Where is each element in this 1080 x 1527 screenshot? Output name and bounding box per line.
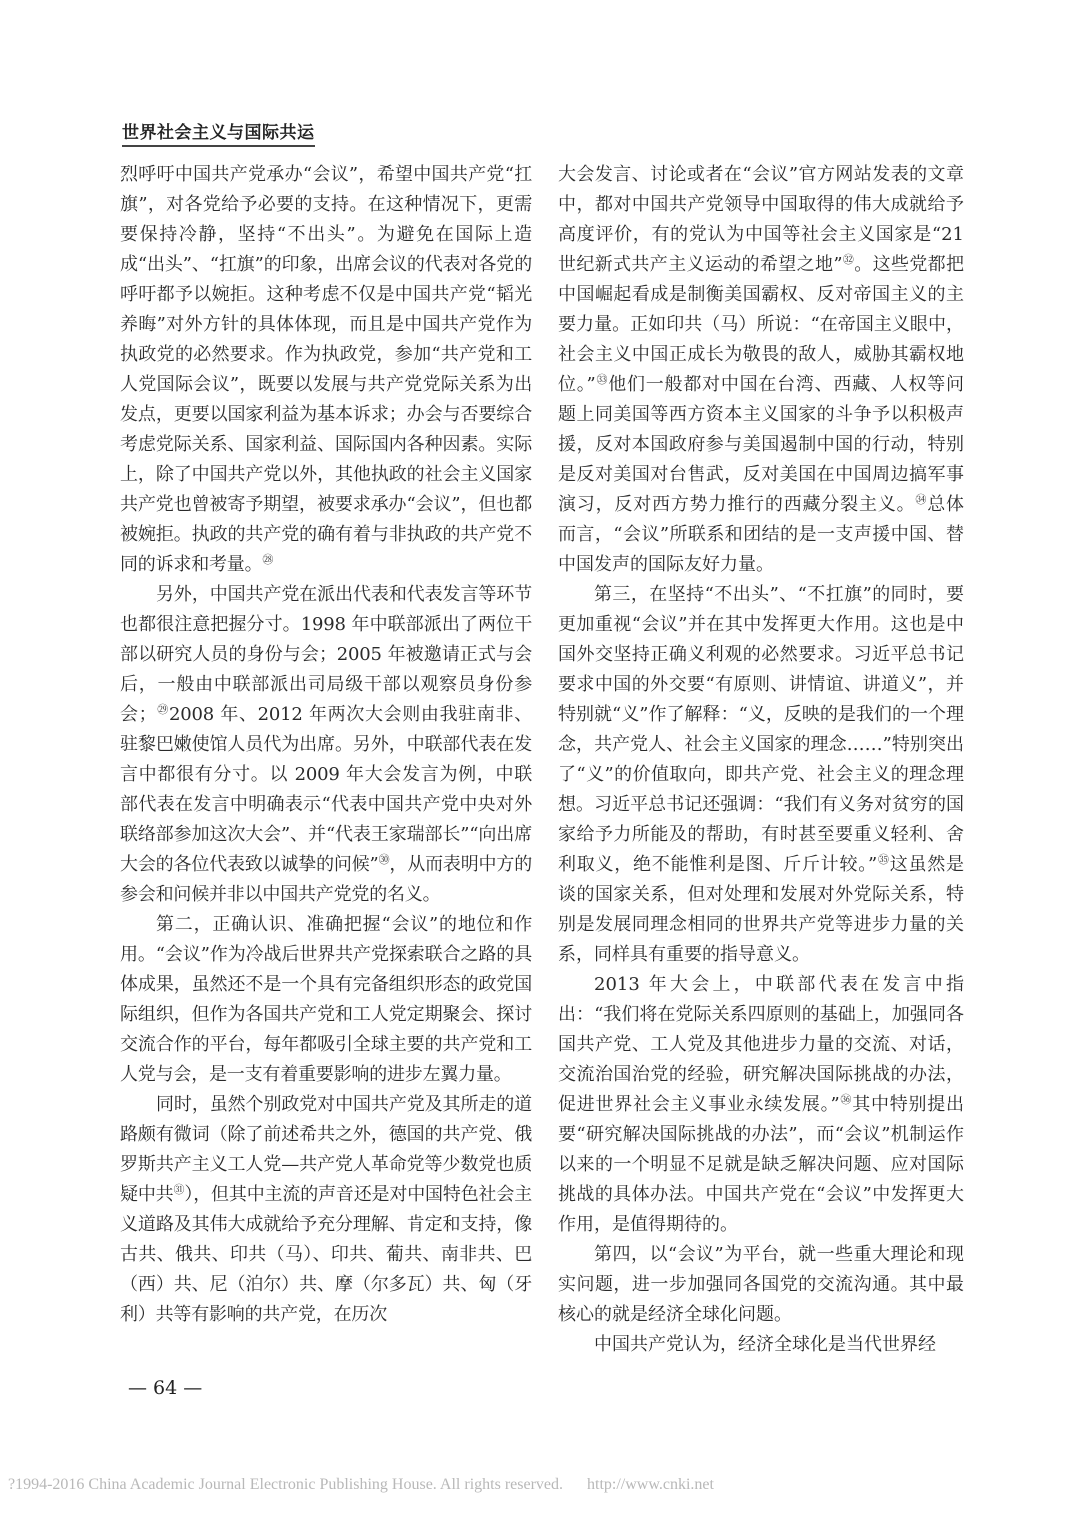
paragraph-text: 2013 年大会上，中联部代表在发言中指出：“我们将在党际关系四原则的基础上，加强同各国共产党、工人党及其他进步力量的交流、对话，交流治国治党的经验，研究解决国际挑战的办法，促进世界社会主义事业永续发展。” [558, 974, 964, 1115]
paragraph [558, 160, 964, 580]
paragraph [120, 910, 532, 1090]
footer-copyright: ?1994-2016 China Academic Journal Electronic Publishing House. All rights reserved. [8, 1476, 563, 1493]
footnote-marker[interactable]: ㉜ [842, 253, 855, 266]
footnote-marker[interactable]: ㉛ [173, 1183, 185, 1196]
paragraph-text: 大会发言、讨论或者在“会议”官方网站发表的文章中，都对中国共产党领导中国取得的伟大成就给予高度评价，有的党认为中国等社会主义国家是“21 世纪新式共产主义运动的希望之地” [558, 164, 964, 275]
paragraph-text: 烈呼吁中国共产党承办“会议”，希望中国共产党“扛旗”，对各党给予必要的支持。在这种情况下，更需要保持冷静，坚持“不出头”。为避免在国际上造成“出头”、“扛旗”的印象，出席会议的代表对各党的呼吁都予以婉拒。这种考虑不仅是中国共产党“韬光养晦”对外方针的具体体现，而且是中国共产党作为执政党的必然要求。作为执政党，参加“共产党和工人党国际会议”，既要以发展与共产党党际关系为出发点，更要以国家利益为基本诉求；办会与否要综合考虑党际关系、国家利益、国际国内各种因素。实际上，除了中国共产党以外，其他执政的社会主义国家共产党也曾被寄予期望，被要求承办“会议”，但也都被婉拒。执政的共产党的确有着与非执政的共产党不同的诉求和考量。 [120, 164, 532, 575]
paragraph-text: ），但其中主流的声音还是对中国特色社会主义道路及其伟大成就给予充分理解、肯定和支持，像古共、俄共、印共（马）、印共、葡共、南非共、巴（西）共、尼（泊尔）共、摩（尔多瓦）共、匈（牙利）共等有影响的共产党，在历次 [120, 1184, 532, 1325]
footnote-marker[interactable]: ㉚ [378, 853, 390, 866]
paragraph-text: 另外，中国共产党在派出代表和代表发言等环节也都很注意把握分寸。1998 年中联部派出了两位干部以研究人员的身份与会；2005 年被邀请正式与会后，一般由中联部派出司局级干部以观察员身份参会； [120, 584, 532, 725]
footnote-marker[interactable]: ㉙ [156, 703, 169, 716]
paragraph-text: 他们一般都对中国在台湾、西藏、人权等问题上同美国等西方资本主义国家的斗争予以积极声援，反对本国政府参与美国遏制中国的行动，特别是反对美国对台售武，反对美国在中国周边搞军事演习，反对西方势力推行的西藏分裂主义。 [558, 374, 964, 515]
paragraph-text: 第二，正确认识、准确把握“会议”的地位和作用。“会议”作为冷战后世界共产党探索联合之路的具体成果，虽然还不是一个具有完备组织形态的政党国际组织，但作为各国共产党和工人党定期聚会、探讨交流合作的平台，每年都吸引全球主要的共产党和工人党与会，是一支有着重要影响的进步左翼力量。 [120, 914, 532, 1085]
paragraph-text: 同时，虽然个别政党对中国共产党及其所走的道路颇有微词（除了前述希共之外，德国的共产党、俄罗斯共产主义工人党—共产党人革命党等少数党也质疑中共 [120, 1094, 532, 1205]
section-header: 世界社会主义与国际共运 [122, 118, 315, 147]
paragraph [558, 1330, 964, 1360]
page-number: — 64 — [128, 1377, 203, 1399]
paragraph-text: 2008 年、2012 年两次大会则由我驻南非、驻黎巴嫩使馆人员代为出席。另外，中联部代表在发言中都很有分寸。以 2009 年大会发言为例，中联部代表在发言中明确表示“代表中国共产党中央对外联络部参加这次大会”、并“代表王家瑞部长”“向出席大会的各位代表致以诚挚的问候” [120, 704, 532, 875]
paragraph-text: 总体而言，“会议”所联系和团结的是一支声援中国、替中国发声的国际友好力量。 [558, 494, 964, 575]
footnote-marker[interactable]: ㉟ [877, 853, 890, 866]
paragraph-text: ，从而表明中方的参会和问候并非以中国共产党党的名义。 [120, 854, 532, 905]
paragraph-text: 这虽然是谈的国家关系，但对处理和发展对外党际关系，特别是发展同理念相同的世界共产党等进步力量的关系，同样具有重要的指导意义。 [558, 854, 964, 965]
paragraph-text: 第四，以“会议”为平台，就一些重大理论和现实问题，进一步加强同各国党的交流沟通。其中最核心的就是经济全球化问题。 [558, 1244, 964, 1325]
footnote-marker[interactable]: ㉝ [595, 373, 609, 386]
paragraph [120, 1090, 532, 1330]
right-column [558, 160, 964, 1368]
left-column [120, 160, 532, 1368]
paragraph-text: 。这些党都把中国崛起看成是制衡美国霸权、反对帝国主义的主要力量。正如印共（马）所说：“在帝国主义眼中，社会主义中国正成长为敬畏的敌人，威胁其霸权地位。” [558, 254, 964, 395]
footer [8, 1476, 1008, 1494]
paragraph-text: 中国共产党认为，经济全球化是当代世界经 [594, 1334, 936, 1355]
footnote-marker[interactable]: ㉘ [262, 553, 274, 566]
paragraph [120, 580, 532, 910]
footnote-marker[interactable]: ㉞ [915, 493, 928, 506]
paragraph-text: 第三，在坚持“不出头”、“不扛旗”的同时，要更加重视“会议”并在其中发挥更大作用。这也是中国外交坚持正确义利观的必然要求。习近平总书记要求中国的外交要“有原则、讲情谊、讲道义”，并特别就“义”作了解释：“义，反映的是我们的一个理念，共产党人、社会主义国家的理念……”特别突出了“义”的价值取向，即共产党、社会主义的理念理想。习近平总书记还强调：“我们有义务对贫穷的国家给予力所能及的帮助，有时甚至要重义轻利、舍利取义，绝不能惟利是图、斤斤计较。” [558, 584, 964, 875]
paragraph [120, 160, 532, 580]
paragraph [558, 1240, 964, 1330]
footer-url[interactable]: http://www.cnki.net [587, 1476, 714, 1493]
paragraph-text: 其中特别提出要“研究解决国际挑战的办法”，而“会议”机制运作以来的一个明显不足就是缺乏解决问题、应对国际挑战的具体办法。中国共产党在“会议”中发挥更大作用，是值得期待的。 [558, 1094, 964, 1235]
paragraph [558, 580, 964, 970]
paragraph [558, 970, 964, 1240]
footnote-marker[interactable]: ㊱ [839, 1093, 853, 1106]
